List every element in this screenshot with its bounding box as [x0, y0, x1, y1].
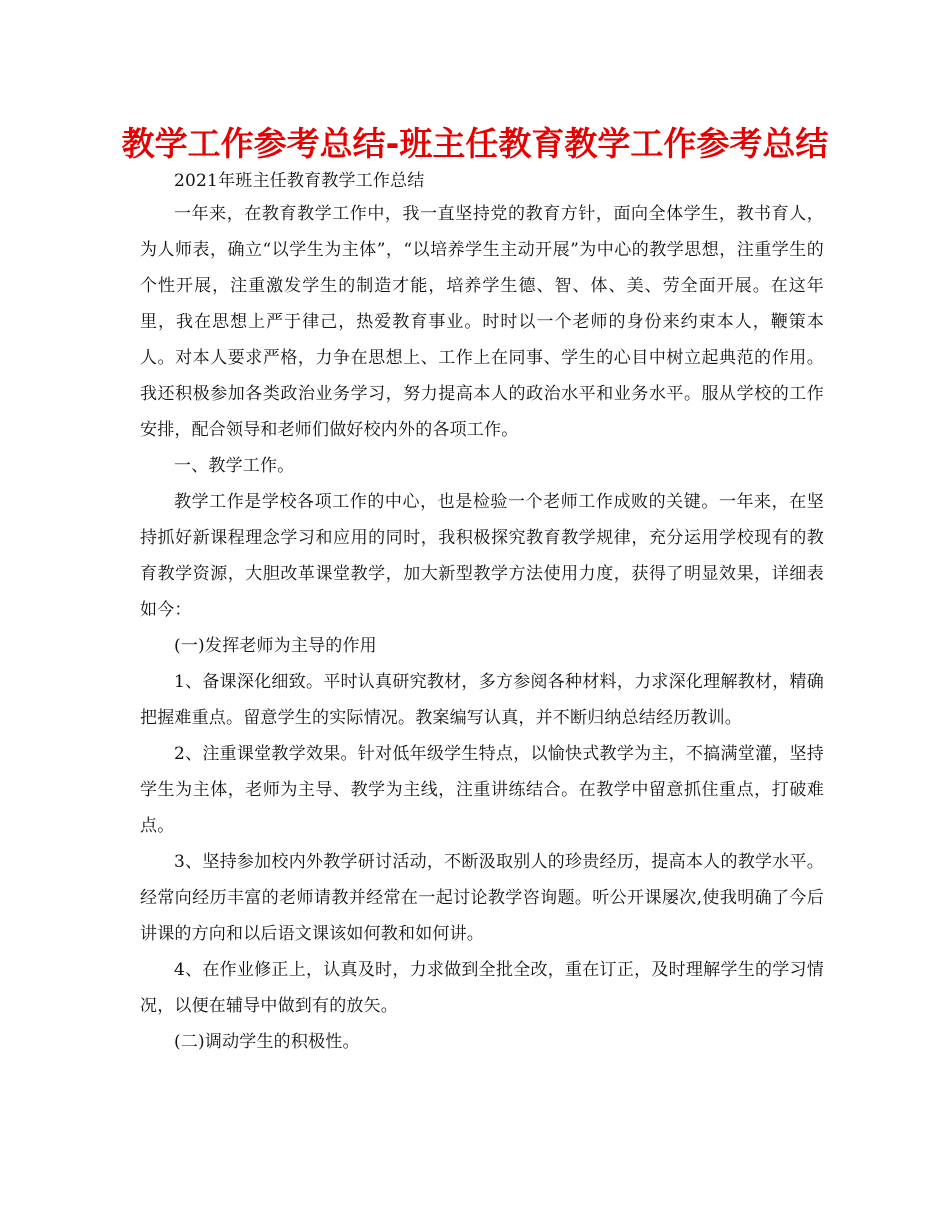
paragraph: 教学工作是学校各项工作的中心，也是检验一个老师工作成败的关键。一年来，在坚持抓好新课程理念学习和应用的同时，我积极探究教育教学规律，充分运用学校现有的教育教学资源，大胆改革课堂教学，加大新型教学方法使用力度，获得了明显效果，详细表如今：: [140, 492, 824, 620]
paragraph: 2021年班主任教育教学工作总结: [174, 171, 425, 191]
paragraph: 一年来，在教育教学工作中，我一直坚持党的教育方针，面向全体学生，教书育人，为人师表，确立“以学生为主体”，“以培养学生主动开展”为中心的教学思想，注重学生的个性开展，注重激发学生的制造才能，培养学生德、智、体、美、劳全面开展。在这年里，我在思想上严于律己，热爱教育事业。时时以一个老师的身份来约束本人，鞭策本人。对本人要求严格，力争在思想上、工作上在同事、学生的心目中树立起典范的作用。我还积极参加各类政治业务学习，努力提高本人的政治水平和业务水平。服从学校的工作安排，配合领导和老师们做好校内外的各项工作。: [140, 204, 824, 440]
paragraph: 1、备课深化细致。平时认真研究教材，多方参阅各种材料，力求深化理解教材，精确把握难重点。留意学生的实际情况。教案编写认真，并不断归纳总结经历教训。: [140, 672, 824, 728]
section-heading: 一、教学工作。: [174, 456, 295, 476]
document-title: 教学工作参考总结-班主任教育教学工作参考总结: [121, 124, 829, 163]
document-body: [140, 166, 824, 1060]
subsection-heading: (一)发挥老师为主导的作用: [174, 636, 377, 656]
paragraph: 3、坚持参加校内外教学研讨活动，不断汲取别人的珍贵经历，提高本人的教学水平。经常向经历丰富的老师请教并经常在一起讨论教学咨询题。听公开课屡次,使我明确了今后讲课的方向和以后语文课该如何教和如何讲。: [140, 852, 824, 944]
paragraph: 4、在作业修正上，认真及时，力求做到全批全改，重在订正，及时理解学生的学习情况，以便在辅导中做到有的放矢。: [140, 960, 824, 1016]
subsection-heading: (二)调动学生的积极性。: [174, 1032, 360, 1052]
paragraph: 2、注重课堂教学效果。针对低年级学生特点，以愉快式教学为主，不搞满堂灌，坚持学生为主体，老师为主导、教学为主线，注重讲练结合。在教学中留意抓住重点，打破难点。: [140, 744, 824, 836]
